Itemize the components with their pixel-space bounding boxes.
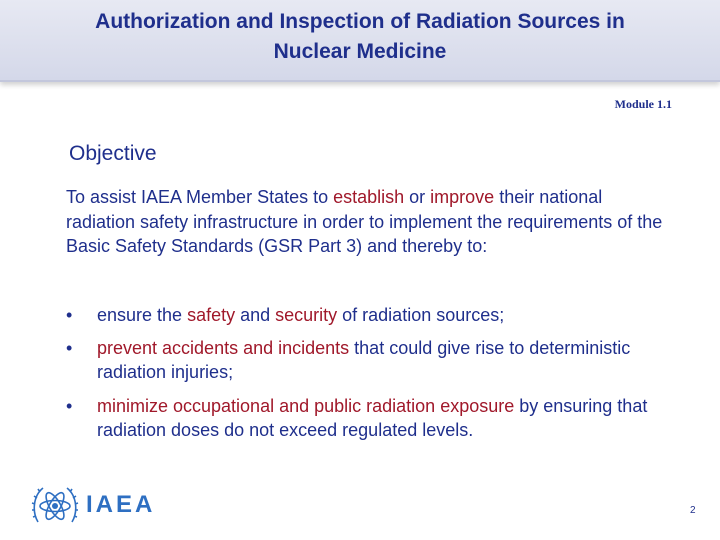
iaea-logo: [30, 482, 160, 532]
bullet-item: [66, 394, 676, 443]
bullet-marker: •: [66, 395, 73, 416]
title-line-2: Nuclear Medicine: [273, 40, 447, 63]
objective-bullet-list: [66, 303, 676, 443]
slide-title: [30, 7, 690, 67]
bullet-text: ensure the: [97, 305, 188, 325]
logo-text: IAEA: [86, 491, 156, 518]
title-line-1: Authorization and Inspection of Radiation Sources in: [95, 10, 625, 33]
slide-header: [0, 0, 720, 82]
bullet-text: by ensuring that radiation doses do not exceed regulated levels.: [97, 395, 648, 440]
bullet-item: [66, 336, 676, 385]
bullet-highlight: minimize occupational and public radiation exposure: [97, 395, 515, 416]
objective-heading: Objective: [69, 142, 157, 165]
bullet-marker: •: [66, 337, 73, 358]
bullet-highlight: safety: [187, 305, 236, 325]
bullet-text: that could give rise to deterministic radiation injuries;: [97, 337, 631, 382]
bullet-text: of radiation sources;: [337, 305, 505, 325]
bullet-marker: •: [66, 305, 73, 325]
bullet-highlight: security: [275, 305, 338, 325]
module-label: Module 1.1: [614, 97, 672, 111]
intro-highlight-establish: establish: [333, 187, 405, 207]
intro-highlight-improve: improve: [430, 187, 495, 207]
atom-emblem-icon: [30, 482, 80, 530]
bullet-highlight: prevent accidents and incidents: [97, 337, 350, 358]
intro-text: or: [404, 187, 431, 207]
page-number: 2: [690, 505, 696, 516]
objective-intro: [66, 185, 676, 259]
bullet-item: [66, 303, 676, 328]
bullet-text: and: [235, 305, 276, 325]
intro-text: their national radiation safety infrastructure in order to implement the requirements of the Basic Safety Standards (GSR Part 3) and thereby to:: [66, 187, 663, 256]
intro-text: To assist IAEA Member States to: [66, 187, 334, 207]
